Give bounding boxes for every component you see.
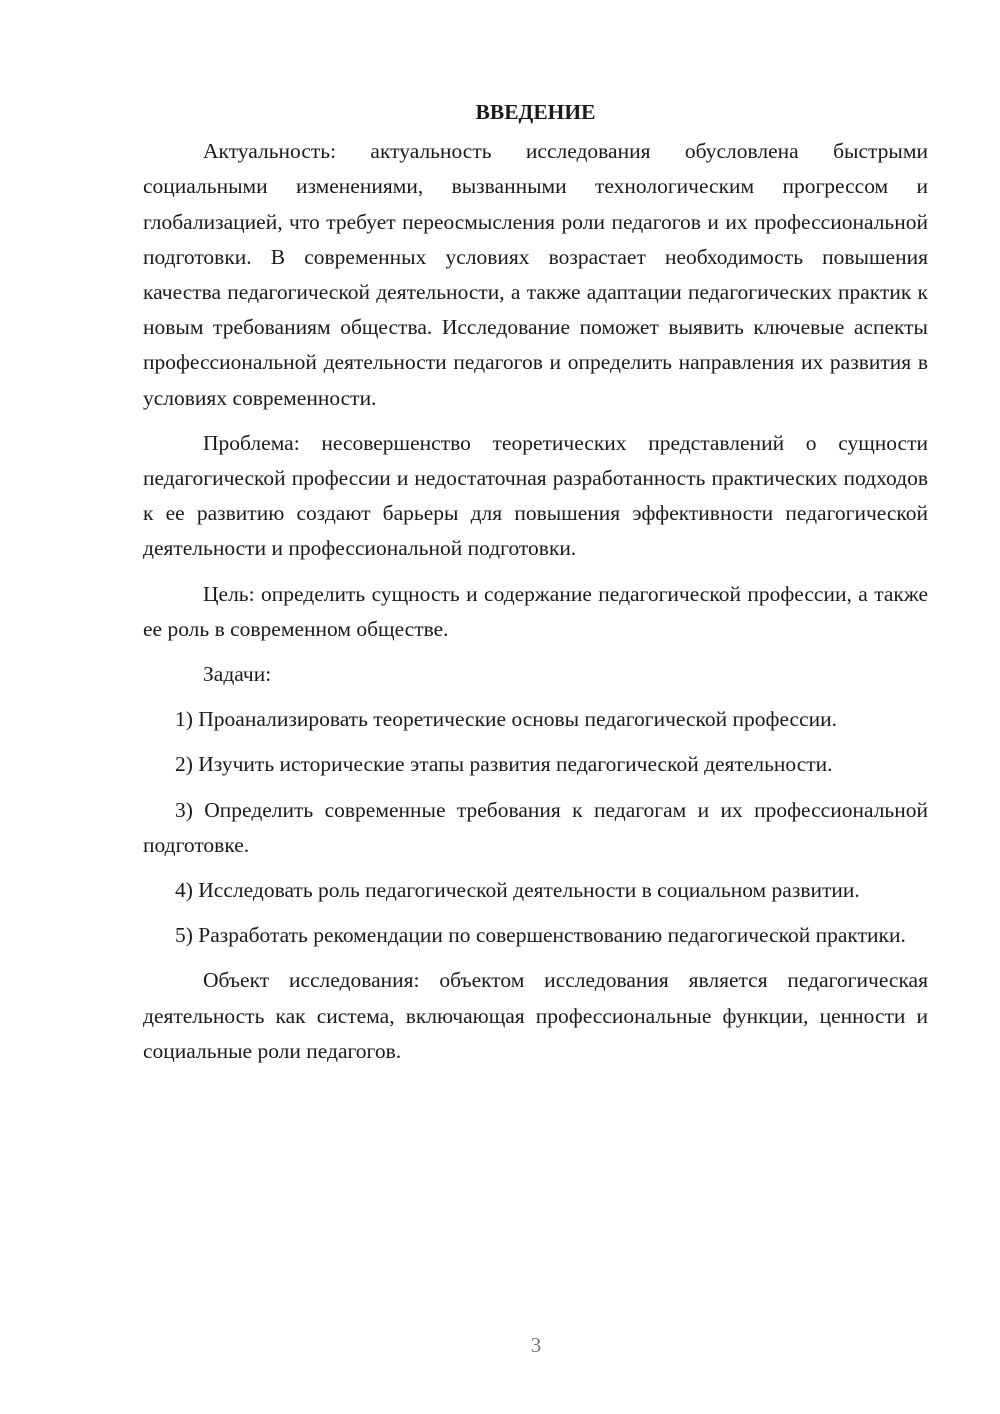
- tasks-heading: Задачи:: [203, 662, 272, 687]
- paragraph-relevance: Актуальность: актуальность исследования обусловлена быстрыми социальными изменениями, вызванными технологическим прогрессом и глобализацией, что требует переосмысления роли педагогов и их профессиональной подготовки. В современных условиях возрастает необходимость повышения качества педагогической деятельности, а также адаптации педагогических практик к новым требованиям общества. Исследование поможет выявить ключевые аспекты профессиональной деятельности педагогов и определить направления их развития в условиях современности.: [143, 139, 928, 410]
- paragraph-goal: Цель: определить сущность и содержание педагогической профессии, а также ее роль в современном обществе.: [143, 581, 928, 641]
- task-item-1: 1) Проанализировать теоретические основы педагогической профессии.: [175, 707, 838, 732]
- task-item-3: 3) Определить современные требования к педагогам и их профессиональной подготовке.: [143, 797, 928, 857]
- paragraph-problem: Проблема: несовершенство теоретических представлений о сущности педагогической профессии и недостаточная разработанность практических подходов к ее развитию создают барьеры для повышения эффективности педагогической деятельности и профессиональной подготовки.: [143, 430, 928, 561]
- paragraph-object: Объект исследования: объектом исследования является педагогическая деятельность как система, включающая профессиональные функции, ценности и социальные роли педагогов.: [143, 968, 928, 1063]
- page-number: 3: [530, 1333, 542, 1357]
- section-title: ВВЕДЕНИЕ: [475, 100, 596, 124]
- task-item-2: 2) Изучить исторические этапы развития педагогической деятельности.: [175, 752, 833, 777]
- page-content: [143, 95, 928, 1079]
- task-item-4: 4) Исследовать роль педагогической деятельности в социальном развитии.: [175, 878, 860, 903]
- task-item-5: 5) Разработать рекомендации по совершенствованию педагогической практики.: [175, 923, 906, 948]
